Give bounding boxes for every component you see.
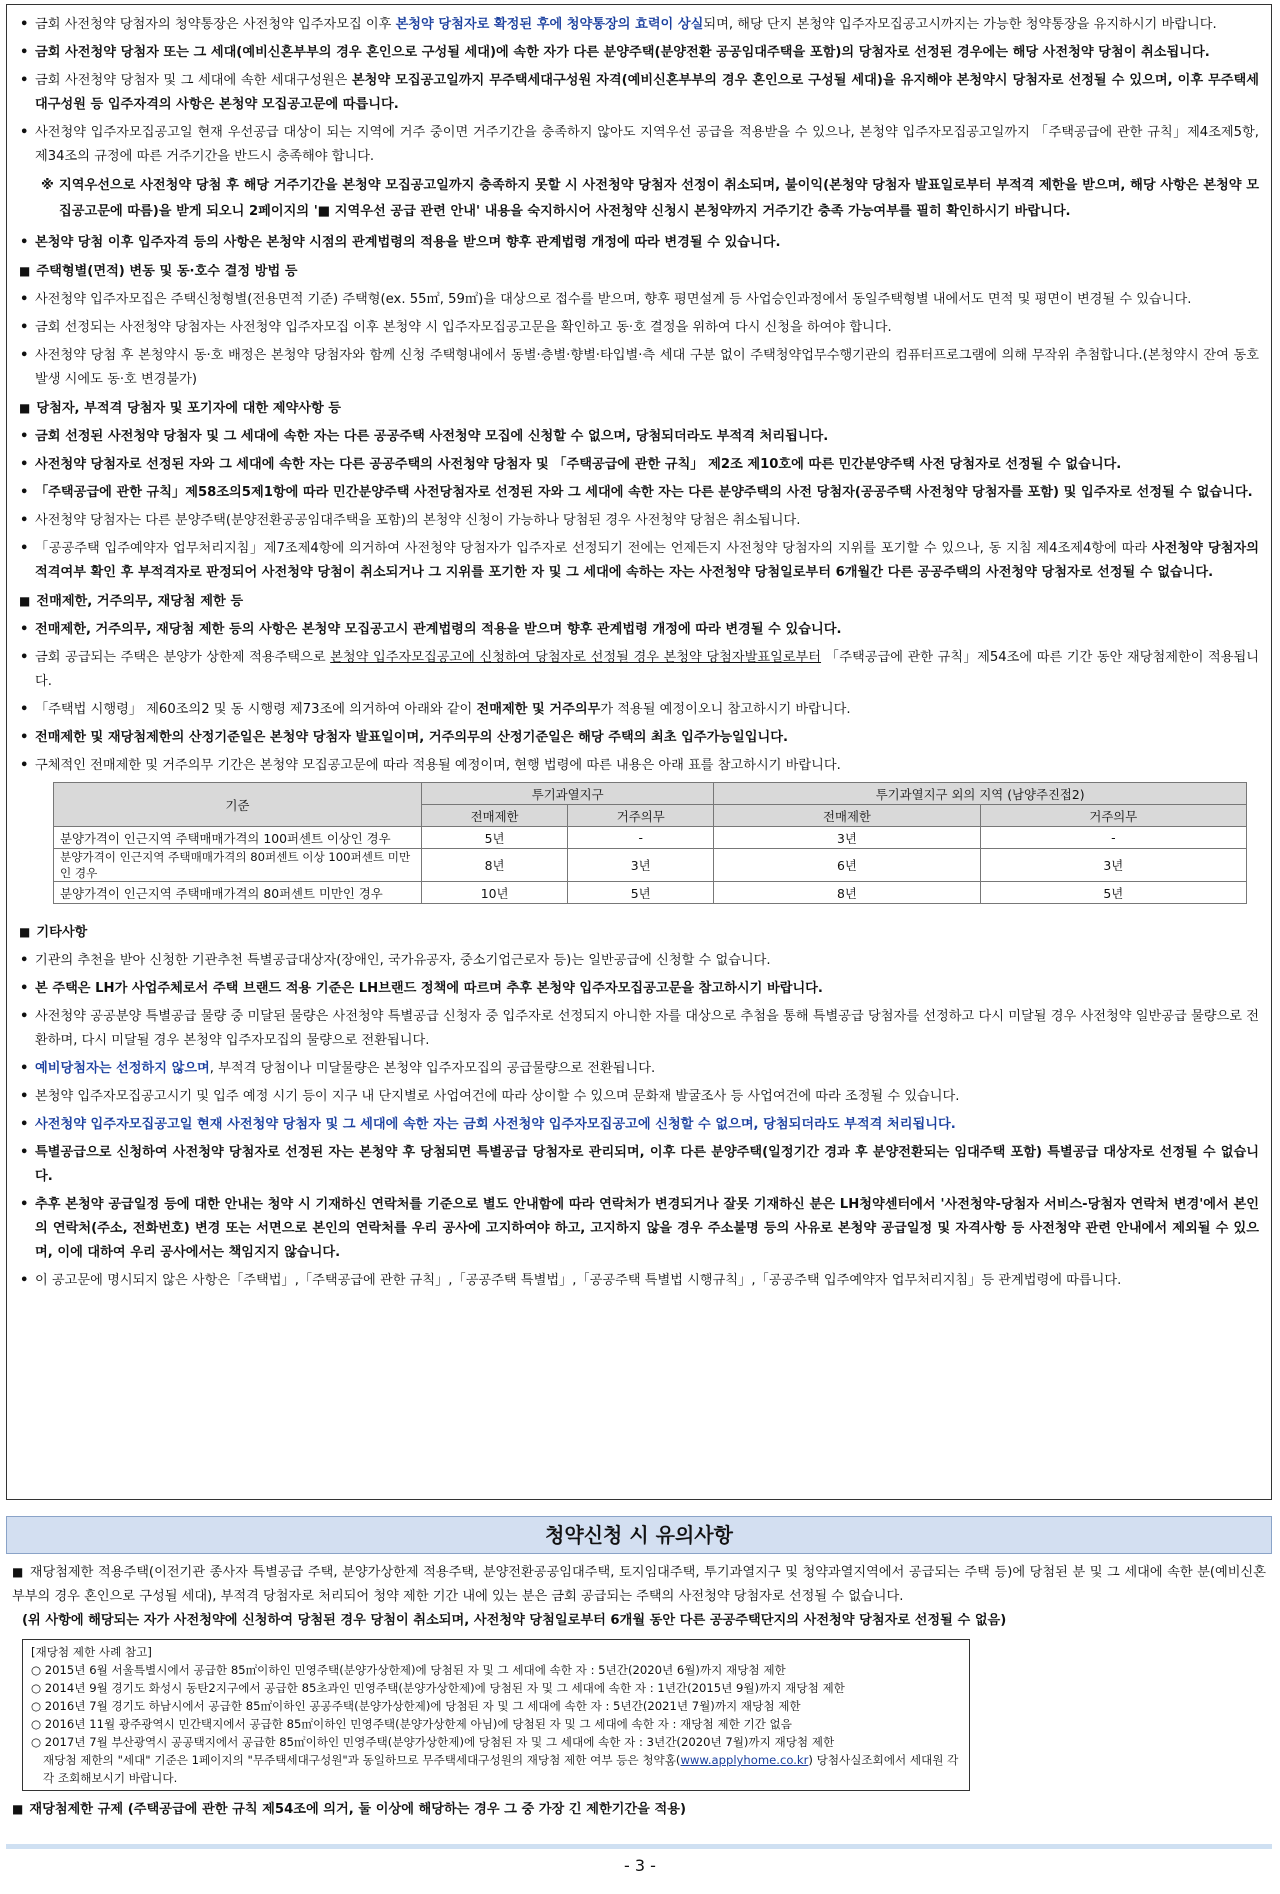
list-item-text: 사전청약 입주자모집은 주택신청형별(전용면적 기준) 주택형(ex. 55㎡, 59㎡)을 대상으로 접수를 받으며, 향후 평면설계 등 사업승인과정에서 동일주택형별 내에서도 면적 및 평면이 변경될 수 있습니다.	[35, 292, 1192, 307]
bullet-icon: •	[20, 1009, 29, 1024]
page-number: - 3 -	[624, 1856, 656, 1875]
cases-footnote: 재당첨 제한의 "세대" 기준은 1페이지의 "무주택세대구성원"과 동일하므로 무주택세대구성원의 재당첨 제한 여부 등은 청약홈(www.applyhome.co.kr) 당첨사실조회에서 세대원 각각 조회해보시기 바랍니다.	[43, 1753, 959, 1785]
list-item	[19, 509, 1259, 533]
bullet-list-eligibility	[19, 13, 1259, 169]
list-item-text: 금회 사전청약 당첨자 또는 그 세대(예비신혼부부의 경우 혼인으로 구성될 세대)에 속한 자가 다른 분양주택(분양전환 공공임대주택을 포함)의 당첨자로 선정된 경우에는 해당 사전청약 당첨이 취소됩니다.	[35, 45, 1210, 60]
list-item-text: 구체적인 전매제한 및 거주의무 기간은 본청약 모집공고문에 따라 적용될 예정이며, 현행 법령에 따른 내용은 아래 표를 참고하시기 바랍니다.	[35, 758, 841, 773]
rewin-section	[12, 1560, 1266, 1822]
rewin-cases-box	[22, 1639, 970, 1791]
table-header-other-region: 투기과열지구 외의 지역 (남양주진접2)	[714, 783, 1247, 805]
list-item-text: 전매제한 및 거주의무	[476, 702, 601, 717]
list-item-text: 본청약 입주자모집공고시기 및 입주 예정 시기 등이 지구 내 단지별로 사업여건에 따라 상이할 수 있으며 문화재 발굴조사 등 사업여건에 따라 조정될 수 있습니다.	[35, 1089, 960, 1104]
bullet-list-misc	[19, 949, 1259, 1293]
list-item-text: 사전청약 당첨자는 다른 분양주택(분양전환공공임대주택을 포함)의 본청약 신청이 가능하나 당첨된 경우 사전청약 당첨은 취소됩니다.	[35, 513, 801, 528]
bullet-icon: •	[20, 1089, 29, 1104]
bullet-icon: •	[20, 1197, 29, 1212]
list-item-text: 기관의 추천을 받아 신청한 기관추천 특별공급대상자(장애인, 국가유공자, 중소기업근로자 등)는 일반공급에 신청할 수 없습니다.	[35, 953, 771, 968]
table-row	[54, 827, 1247, 849]
list-item: ○ 2016년 11월 광주광역시 민간택지에서 공급한 85㎡이하인 민영주택(분양가상한제 아님)에 당첨된 자 및 그 세대에 속한 자 : 재당첨 제한 기간 없음	[31, 1717, 792, 1731]
list-item: ○ 2014년 9월 경기도 화성시 동탄2지구에서 공급한 85초과인 민영주택(분양가상한제)에 당첨된 자 및 그 세대에 속한 자 : 1년간(2015년 9월)까지 재당첨 제한	[31, 1681, 845, 1695]
list-item	[19, 41, 1259, 65]
bullet-icon: •	[20, 513, 29, 528]
list-item-text: 사전청약 당첨자로 선정된 자와 그 세대에 속한 자는 다른 공공주택의 사전청약 당첨자 및 「주택공급에 관한 규칙」 제2조 제10호에 따른 민간분양주택 사전 당첨자로 선정될 수 없습니다.	[35, 457, 1122, 472]
list-item-text: 「공공주택 입주예약자 업무처리지침」제7조제4항에 의거하여 사전청약 당첨자가 입주자로 선정되기 전에는 언제든지 사전청약 당첨자의 지위를 포기할 수 있으나, 동 지침 제4조제4항에 따라	[35, 541, 1152, 556]
bullet-list-law-change	[19, 231, 1259, 255]
list-item	[19, 1085, 1259, 1109]
list-item-text: 금회 공급되는 주택은 분양가 상한제 적용주택으로	[35, 650, 331, 665]
list-item-text: 「주택법 시행령」 제60조의2 및 동 시행령 제73조에 의거하여 아래와 같이	[35, 702, 477, 717]
table-cell: 5년	[422, 827, 568, 849]
list-item	[19, 537, 1259, 585]
table-header-resale: 전매제한	[422, 805, 568, 827]
bullet-icon: •	[20, 622, 29, 637]
list-item: ○ 2017년 7월 부산광역시 공공택지에서 공급한 85㎡이하인 민영주택(분양가상한제)에 당첨된 자 및 그 세대에 속한 자 : 3년간(2020년 7월)까지 재당첨 제한	[31, 1735, 835, 1749]
list-item-text: 전매제한 및 재당첨제한의 산정기준일은 본청약 당첨자 발표일이며, 거주의무의 산정기준일은 해당 주택의 최초 입주가능일입니다.	[35, 730, 789, 745]
list-item-text: 예비당첨자는 선정하지 않으며	[35, 1061, 210, 1076]
list-item	[19, 977, 1259, 1001]
list-item-text: 사전청약 공공분양 특별공급 물량 중 미달된 물량은 사전청약 특별공급 신청자 중 입주자로 선정되지 아니한 자를 대상으로 추첨을 통해 특별공급 당첨자를 선정하고 다시 미달될 경우 사전청약 일반공급 물량으로 전환하며, 다시 미달될 경우 본청약 입주자모집의 물량으로 전환됩니다.	[35, 1009, 1259, 1048]
bullet-icon: •	[20, 1061, 29, 1076]
rewin-paragraph: ■ 재당첨제한 적용주택(이전기관 종사자 특별공급 주택, 분양가상한제 적용주택, 분양전환공공임대주택, 토지임대주택, 투기과열지구 및 청약과열지역에서 공급되는 주택 등)에 당첨된 분 및 그 세대에 속한 분(예비신혼부부의 경우 혼인으로 구성될 세대), 부적격 당첨자로 처리되어 청약 제한 기간 내에 있는 분은 금회 공급되는 주택의 사전청약 당첨자로 선정될 수 없습니다.	[12, 1565, 1267, 1604]
bullet-icon: •	[20, 17, 29, 32]
bullet-icon: •	[20, 953, 29, 968]
notice-section-title: 청약신청 시 유의사항	[6, 1516, 1272, 1554]
list-item	[19, 1141, 1259, 1189]
list-item: ○ 2015년 6월 서울특별시에서 공급한 85㎡이하인 민영주택(분양가상한제)에 당첨된 자 및 그 세대에 속한 자 : 5년간(2020년 6월)까지 재당첨 제한	[31, 1663, 786, 1677]
list-item	[19, 1005, 1259, 1053]
table-cell: 8년	[422, 849, 568, 882]
bullet-list-resale	[19, 618, 1259, 778]
list-item-text: 가 적용될 예정이오니 참고하시기 바랍니다.	[600, 702, 851, 717]
rewin-rule-heading: ■ 재당첨제한 규제 (주택공급에 관한 규칙 제54조에 의거, 둘 이상에 해당하는 경우 그 중 가장 긴 제한기간을 적용)	[12, 1802, 686, 1817]
bullet-list-restrictions	[19, 425, 1259, 585]
bullet-list-area-change	[19, 288, 1259, 392]
list-item-text: 「주택공급에 관한 규칙」제54조에 따른 기간 동안 재당첨제한이 적용됩니다.	[35, 650, 1260, 689]
list-item	[19, 949, 1259, 973]
list-item	[19, 646, 1259, 694]
list-item	[19, 618, 1259, 642]
regional-priority-note	[19, 173, 1259, 225]
list-item: ○ 2016년 7월 경기도 하남시에서 공급한 85㎡이하인 공공주택(분양가상한제)에 당첨된 자 및 그 세대에 속한 자 : 5년간(2021년 7월)까지 재당첨 제한	[31, 1699, 801, 1713]
table-cell: 3년	[568, 849, 714, 882]
list-item	[19, 69, 1259, 117]
list-item	[19, 726, 1259, 750]
table-cell: 5년	[568, 882, 714, 904]
section-heading-restrictions: ■ 당첨자, 부적격 당첨자 및 포기자에 대한 제약사항 등	[19, 401, 342, 416]
bullet-icon: •	[20, 429, 29, 444]
list-item-text: 「주택공급에 관한 규칙」제58조의5제1항에 따라 민간분양주택 사전당첨자로 선정된 자와 그 세대에 속한 자는 다른 분양주택의 사전 당첨자(공공주택 사전청약 당첨자를 포함) 및 입주자로 선정될 수 없습니다.	[35, 485, 1253, 500]
table-row	[54, 849, 1247, 882]
bullet-icon: •	[20, 348, 29, 363]
table-header-basis: 기준	[54, 783, 422, 827]
bullet-icon: •	[20, 292, 29, 307]
bullet-icon: •	[20, 1145, 29, 1160]
list-item-text: , 부적격 당첨이나 미달물량은 본청약 입주자모집의 공급물량으로 전환됩니다.	[209, 1061, 656, 1076]
list-item-text: 본청약 당첨 이후 입주자격 등의 사항은 본청약 시점의 관계법령의 적용을 받으며 향후 관계법령 개정에 따라 변경될 수 있습니다.	[35, 235, 781, 250]
table-header-residence: 거주의무	[568, 805, 714, 827]
bottom-rule	[6, 1844, 1272, 1849]
list-item-text: 특별공급으로 신청하여 사전청약 당첨자로 선정된 자는 본청약 후 당첨되면 특별공급 당첨자로 관리되며, 이후 다른 분양주택(일정기간 경과 후 분양전환되는 임대주택 포함) 특별공급 대상자로 선정될 수 없습니다.	[35, 1145, 1259, 1184]
list-item	[19, 121, 1259, 169]
bullet-icon: •	[20, 650, 29, 665]
table-cell: 3년	[714, 827, 980, 849]
list-item-text: 사전청약 당첨 후 본청약시 동·호 배정은 본청약 당첨자와 함께 신청 주택형내에서 동별·층별·향별·타입별·측 세대 구분 없이 주택청약업무수행기관의 컴퓨터프로그램에 의해 무작위 추첨합니다.(본청약시 잔여 동호 발생 시에도 동·호 변경불가)	[35, 348, 1259, 387]
bullet-icon: •	[20, 320, 29, 335]
list-item-text: 본청약 입주자모집공고에 신청하여 당첨자로 선정될 경우 본청약 당첨자발표일로부터	[330, 650, 822, 665]
note-text: 지역우선으로 사전청약 당첨 후 해당 거주기간을 본청약 모집공고일까지 충족하지 못할 시 사전청약 당첨자 선정이 취소되며, 불이익(본청약 당첨자 발표일로부터 부적격 제한을 받으며, 해당 사항은 본청약 모집공고문에 따름)을 받게 되오니 2페이지의 '■ 지역우선 공급 관련 안내' 내용을 숙지하시어 사전청약 신청시 본청약까지 거주기간 충족 가능여부를 필히 확인하시기 바랍니다.	[59, 178, 1259, 219]
list-item-text: 금회 사전청약 당첨자의 청약통장은 사전청약 입주자모집 이후	[35, 17, 396, 32]
notice-frame	[6, 4, 1272, 1500]
list-item	[19, 1269, 1259, 1293]
applyhome-link[interactable]: www.applyhome.co.kr	[680, 1753, 809, 1767]
list-item	[19, 481, 1259, 505]
list-item-text: 사전청약 입주자모집공고일 현재 사전청약 당첨자 및 그 세대에 속한 자는 금회 사전청약 입주자모집공고에 신청할 수 없으며, 당첨되더라도 부적격 처리됩니다.	[35, 1117, 956, 1132]
list-item	[19, 1057, 1259, 1081]
table-cell: 10년	[422, 882, 568, 904]
list-item	[19, 344, 1259, 392]
bullet-icon: •	[20, 457, 29, 472]
list-item	[19, 754, 1259, 778]
table-header-residence: 거주의무	[980, 805, 1246, 827]
list-item	[19, 13, 1259, 37]
cases-title: [재당첨 제한 사례 참고]	[31, 1645, 152, 1659]
section-heading-area-change: ■ 주택형별(면적) 변동 및 동·호수 결정 방법 등	[19, 264, 298, 279]
list-item-text: 본청약 당첨자로 확정된 후에 청약통장의 효력이 상실	[395, 17, 704, 32]
bullet-icon: •	[20, 541, 29, 556]
bullet-icon: •	[20, 730, 29, 745]
list-item	[19, 231, 1259, 255]
section-heading-misc: ■ 기타사항	[19, 925, 88, 940]
rewin-bold-note: (위 사항에 해당되는 자가 사전청약에 신청하여 당첨된 경우 당첨이 취소되며, 사전청약 당첨일로부터 6개월 동안 다른 공공주택단지의 사전청약 당첨자로 선정될 수 없음)	[22, 1613, 1007, 1628]
list-item-text: 사전청약 입주자모집공고일 현재 우선공급 대상이 되는 지역에 거주 중이면 거주기간을 충족하지 않아도 지역우선 공급을 적용받을 수 있으나, 본청약 입주자모집공고일까지 「주택공급에 관한 규칙」제4조제5항, 제34조의 규정에 따른 거주기간을 반드시 충족해야 합니다.	[35, 125, 1259, 164]
table-cell: 6년	[714, 849, 980, 882]
list-item-text: 되며, 해당 단지 본청약 입주자모집공고시까지는 가능한 청약통장을 유지하시기 바랍니다.	[703, 17, 1217, 32]
bullet-icon: •	[20, 981, 29, 996]
bullet-icon: •	[20, 758, 29, 773]
table-header-resale: 전매제한	[714, 805, 980, 827]
bullet-icon: •	[20, 485, 29, 500]
list-item	[19, 316, 1259, 340]
list-item-text: 금회 사전청약 당첨자 및 그 세대에 속한 세대구성원은	[35, 73, 352, 88]
bullet-icon: •	[20, 235, 29, 250]
table-cell: -	[568, 827, 714, 849]
bullet-icon: •	[20, 73, 29, 88]
bullet-icon: •	[20, 45, 29, 60]
table-cell: 3년	[980, 849, 1246, 882]
list-item-text: 전매제한, 거주의무, 재당첨 제한 등의 사항은 본청약 모집공고시 관계법령의 적용을 받으며 향후 관계법령 개정에 따라 변경될 수 있습니다.	[35, 622, 842, 637]
note-mark: ※	[41, 178, 54, 193]
table-cell: -	[980, 827, 1246, 849]
list-item-text: 이 공고문에 명시되지 않은 사항은「주택법」,「주택공급에 관한 규칙」,「공공주택 특별법」,「공공주택 특별법 시행규칙」,「공공주택 입주예약자 업무처리지침」등 관계법령에 따릅니다.	[35, 1273, 1122, 1288]
list-item-text: 금회 선정되는 사전청약 당첨자는 사전청약 입주자모집 이후 본청약 시 입주자모집공고문을 확인하고 동·호 결정을 위하여 다시 신청을 하여야 합니다.	[35, 320, 892, 335]
list-item	[19, 1193, 1259, 1265]
list-item	[19, 425, 1259, 449]
bullet-icon: •	[20, 1117, 29, 1132]
table-cell: 8년	[714, 882, 980, 904]
section-heading-resale: ■ 전매제한, 거주의무, 재당첨 제한 등	[19, 594, 244, 609]
table-cell-label: 분양가격이 인근지역 주택매매가격의 80퍼센트 이상 100퍼센트 미만인 경우	[54, 849, 422, 882]
bullet-icon: •	[20, 702, 29, 717]
list-item-text: 본청약 모집공고일까지 무주택세대구성원 자격(예비신혼부부의 경우 혼인으로 구성될 세대)을 유지해야 본청약시 당첨자로 선정될 수 있으며, 이후 무주택세대구성원 등 입주자격의 사항은 본청약 모집공고문에 따릅니다.	[35, 73, 1260, 112]
table-header-overheated: 투기과열지구	[422, 783, 714, 805]
list-item	[19, 1113, 1259, 1137]
list-item	[19, 288, 1259, 312]
list-item-text: 본 주택은 LH가 사업주체로서 주택 브랜드 적용 기준은 LH브랜드 정책에 따르며 추후 본청약 입주자모집공고문을 참고하시기 바랍니다.	[35, 981, 823, 996]
table-row	[54, 882, 1247, 904]
table-cell-label: 분양가격이 인근지역 주택매매가격의 100퍼센트 이상인 경우	[54, 827, 422, 849]
table-cell: 5년	[980, 882, 1246, 904]
list-item-text: 추후 본청약 공급일정 등에 대한 안내는 청약 시 기재하신 연락처를 기준으로 별도 안내함에 따라 연락처가 변경되거나 잘못 기재하신 분은 LH청약센터에서 '사전청약-당첨자 서비스-당첨자 연락처 변경'에서 본인의 연락처(주소, 전화번호) 변경 또는 서면으로 본인의 연락처를 우리 공사에 고지하여야 하고, 고지하지 않을 경우 주소불명 등의 사유로 본청약 공급일정 및 자격사항 등 사전청약 관련 안내에서 제외될 수 있으며, 이에 대하여 우리 공사에서는 책임지지 않습니다.	[35, 1197, 1259, 1260]
table-cell-label: 분양가격이 인근지역 주택매매가격의 80퍼센트 미만인 경우	[54, 882, 422, 904]
list-item	[19, 453, 1259, 477]
bullet-icon: •	[20, 125, 29, 140]
resale-residence-table	[53, 782, 1247, 904]
list-item-text: 사전청약 당첨자의 적격여부 확인 후 부적격자로 판정되어 사전청약 당첨이 취소되거나 그 지위를 포기한 자 및 그 세대에 속하는 자는 사전청약 당첨일로부터 6개월간 다른 공공주택의 사전청약 당첨자로 선정될 수 없습니다.	[35, 541, 1259, 580]
list-item	[19, 698, 1259, 722]
bullet-icon: •	[20, 1273, 29, 1288]
list-item-text: 금회 선정된 사전청약 당첨자 및 그 세대에 속한 자는 다른 공공주택 사전청약 모집에 신청할 수 없으며, 당첨되더라도 부적격 처리됩니다.	[35, 429, 829, 444]
